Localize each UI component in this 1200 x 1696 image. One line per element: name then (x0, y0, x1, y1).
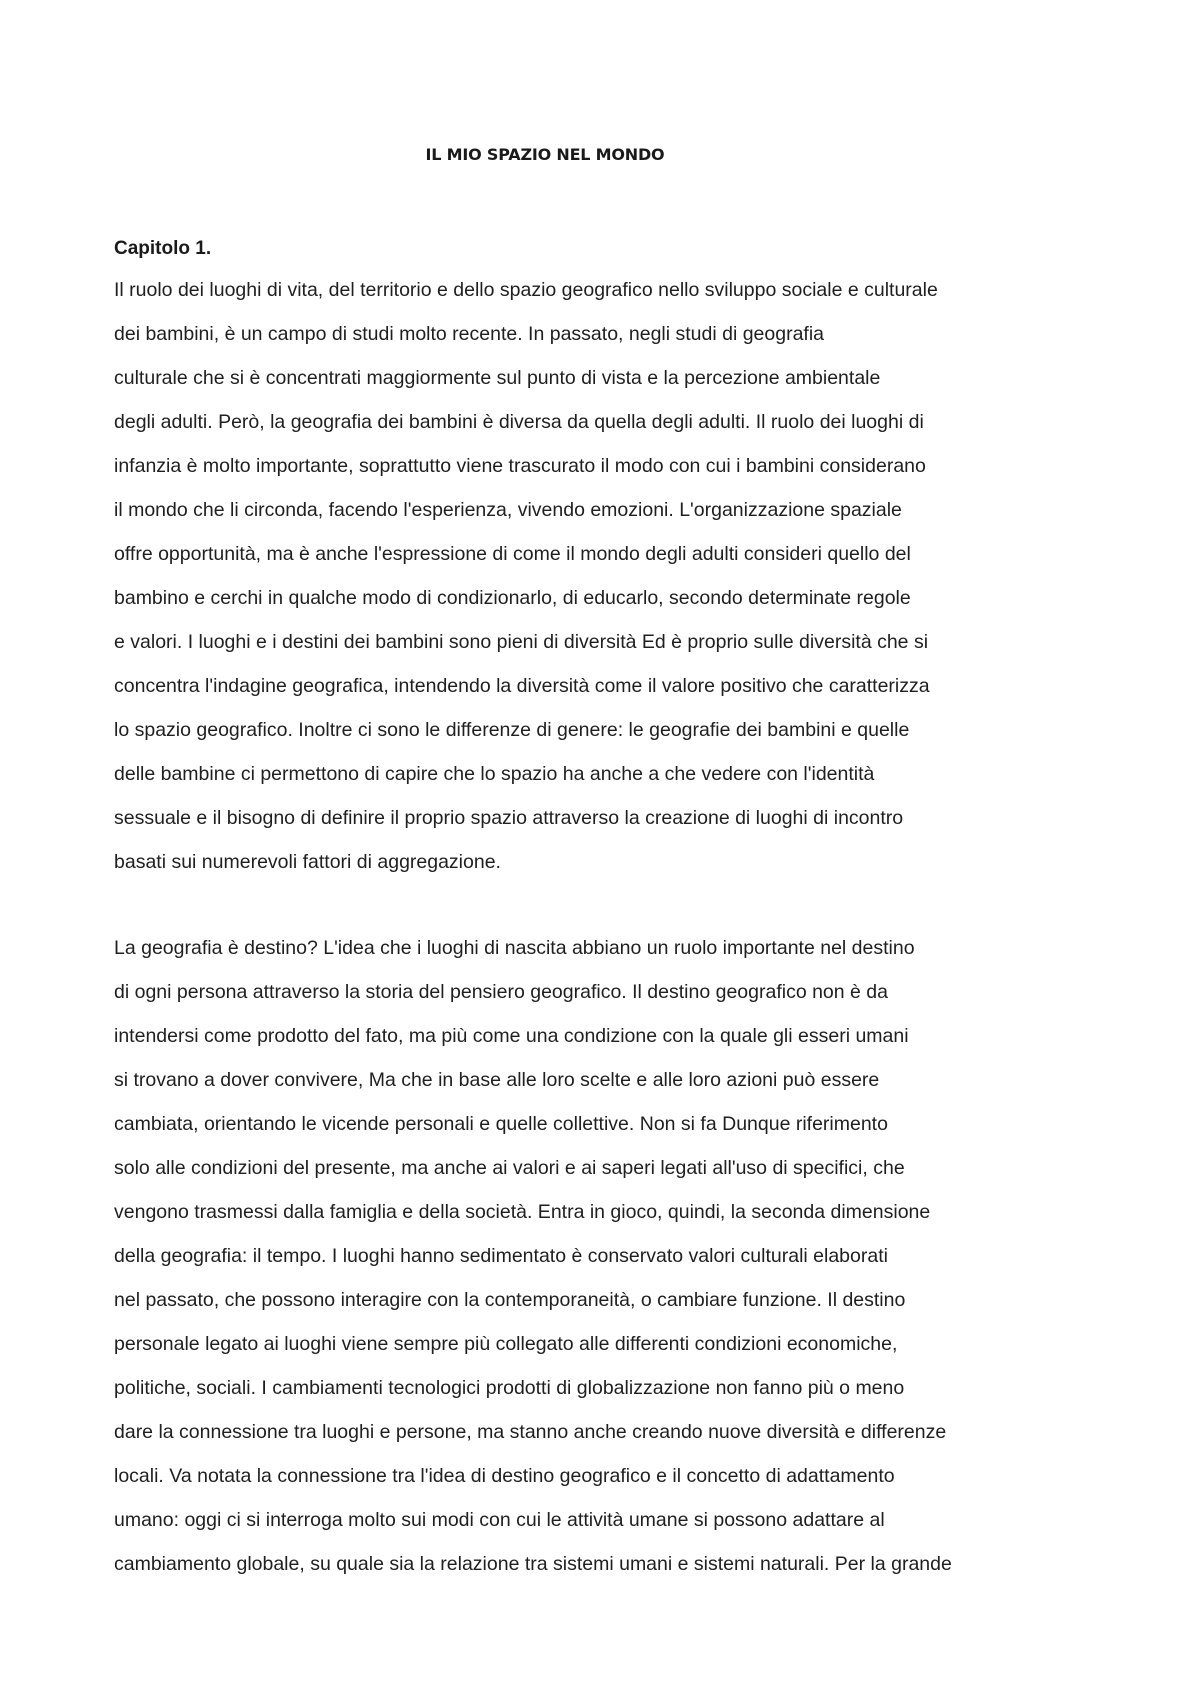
text-line: personale legato ai luoghi viene sempre più collegato alle differenti condizioni economiche, (114, 1333, 898, 1355)
document-title: IL MIO SPAZIO NEL MONDO (425, 145, 665, 164)
text-line: La geografia è destino? L'idea che i luoghi di nascita abbiano un ruolo importante nel destino (114, 937, 915, 959)
text-line: infanzia è molto importante, soprattutto viene trascurato il modo con cui i bambini considerano (114, 455, 926, 477)
text-line: nel passato, che possono interagire con la contemporaneità, o cambiare funzione. Il destino (114, 1289, 906, 1311)
text-line: culturale che si è concentrati maggiormente sul punto di vista e la percezione ambientale (114, 367, 881, 389)
text-line: si trovano a dover convivere, Ma che in base alle loro scelte e alle loro azioni può essere (114, 1069, 880, 1091)
text-line: locali. Va notata la connessione tra l'idea di destino geografico e il concetto di adattamento (114, 1465, 895, 1487)
text-line: e valori. I luoghi e i destini dei bambini sono pieni di diversità Ed è proprio sulle diversità che si (114, 631, 929, 653)
chapter-heading: Capitolo 1. (114, 238, 212, 259)
text-line: dei bambini, è un campo di studi molto recente. In passato, negli studi di geografia (114, 323, 825, 345)
text-line: basati sui numerevoli fattori di aggregazione. (114, 851, 501, 873)
text-line: cambiamento globale, su quale sia la relazione tra sistemi umani e sistemi naturali. Per la grande (114, 1553, 952, 1575)
text-line: Il ruolo dei luoghi di vita, del territorio e dello spazio geografico nello sviluppo sociale e culturale (114, 279, 938, 301)
text-line: dare la connessione tra luoghi e persone, ma stanno anche creando nuove diversità e differenze (114, 1421, 947, 1443)
text-line: di ogni persona attraverso la storia del pensiero geografico. Il destino geografico non è da (114, 981, 888, 1003)
text-line: umano: oggi ci si interroga molto sui modi con cui le attività umane si possono adattare al (114, 1509, 885, 1531)
text-line: offre opportunità, ma è anche l'espressione di come il mondo degli adulti consideri quello del (114, 543, 911, 565)
text-line: intendersi come prodotto del fato, ma più come una condizione con la quale gli esseri umani (114, 1025, 909, 1047)
text-line: sessuale e il bisogno di definire il proprio spazio attraverso la creazione di luoghi di incontro (114, 807, 904, 829)
text-line: delle bambine ci permettono di capire che lo spazio ha anche a che vedere con l'identità (114, 763, 875, 785)
text-line: della geografia: il tempo. I luoghi hanno sedimentato è conservato valori culturali elaborati (114, 1245, 888, 1267)
text-line: lo spazio geografico. Inoltre ci sono le differenze di genere: le geografie dei bambini e quelle (114, 719, 910, 741)
text-line: bambino e cerchi in qualche modo di condizionarlo, di educarlo, secondo determinate regole (114, 587, 911, 609)
text-line: il mondo che li circonda, facendo l'esperienza, vivendo emozioni. L'organizzazione spaziale (114, 499, 902, 521)
text-line: cambiata, orientando le vicende personali e quelle collettive. Non si fa Dunque riferimento (114, 1113, 888, 1135)
text-line: degli adulti. Però, la geografia dei bambini è diversa da quella degli adulti. Il ruolo dei luoghi di (114, 411, 924, 433)
text-line: politiche, sociali. I cambiamenti tecnologici prodotti di globalizzazione non fanno più o meno (114, 1377, 905, 1399)
text-line: solo alle condizioni del presente, ma anche ai valori e ai saperi legati all'uso di specifici, che (114, 1157, 905, 1179)
text-line: concentra l'indagine geografica, intendendo la diversità come il valore positivo che caratterizza (114, 675, 930, 697)
text-line: vengono trasmessi dalla famiglia e della società. Entra in gioco, quindi, la seconda dimensione (114, 1201, 931, 1223)
